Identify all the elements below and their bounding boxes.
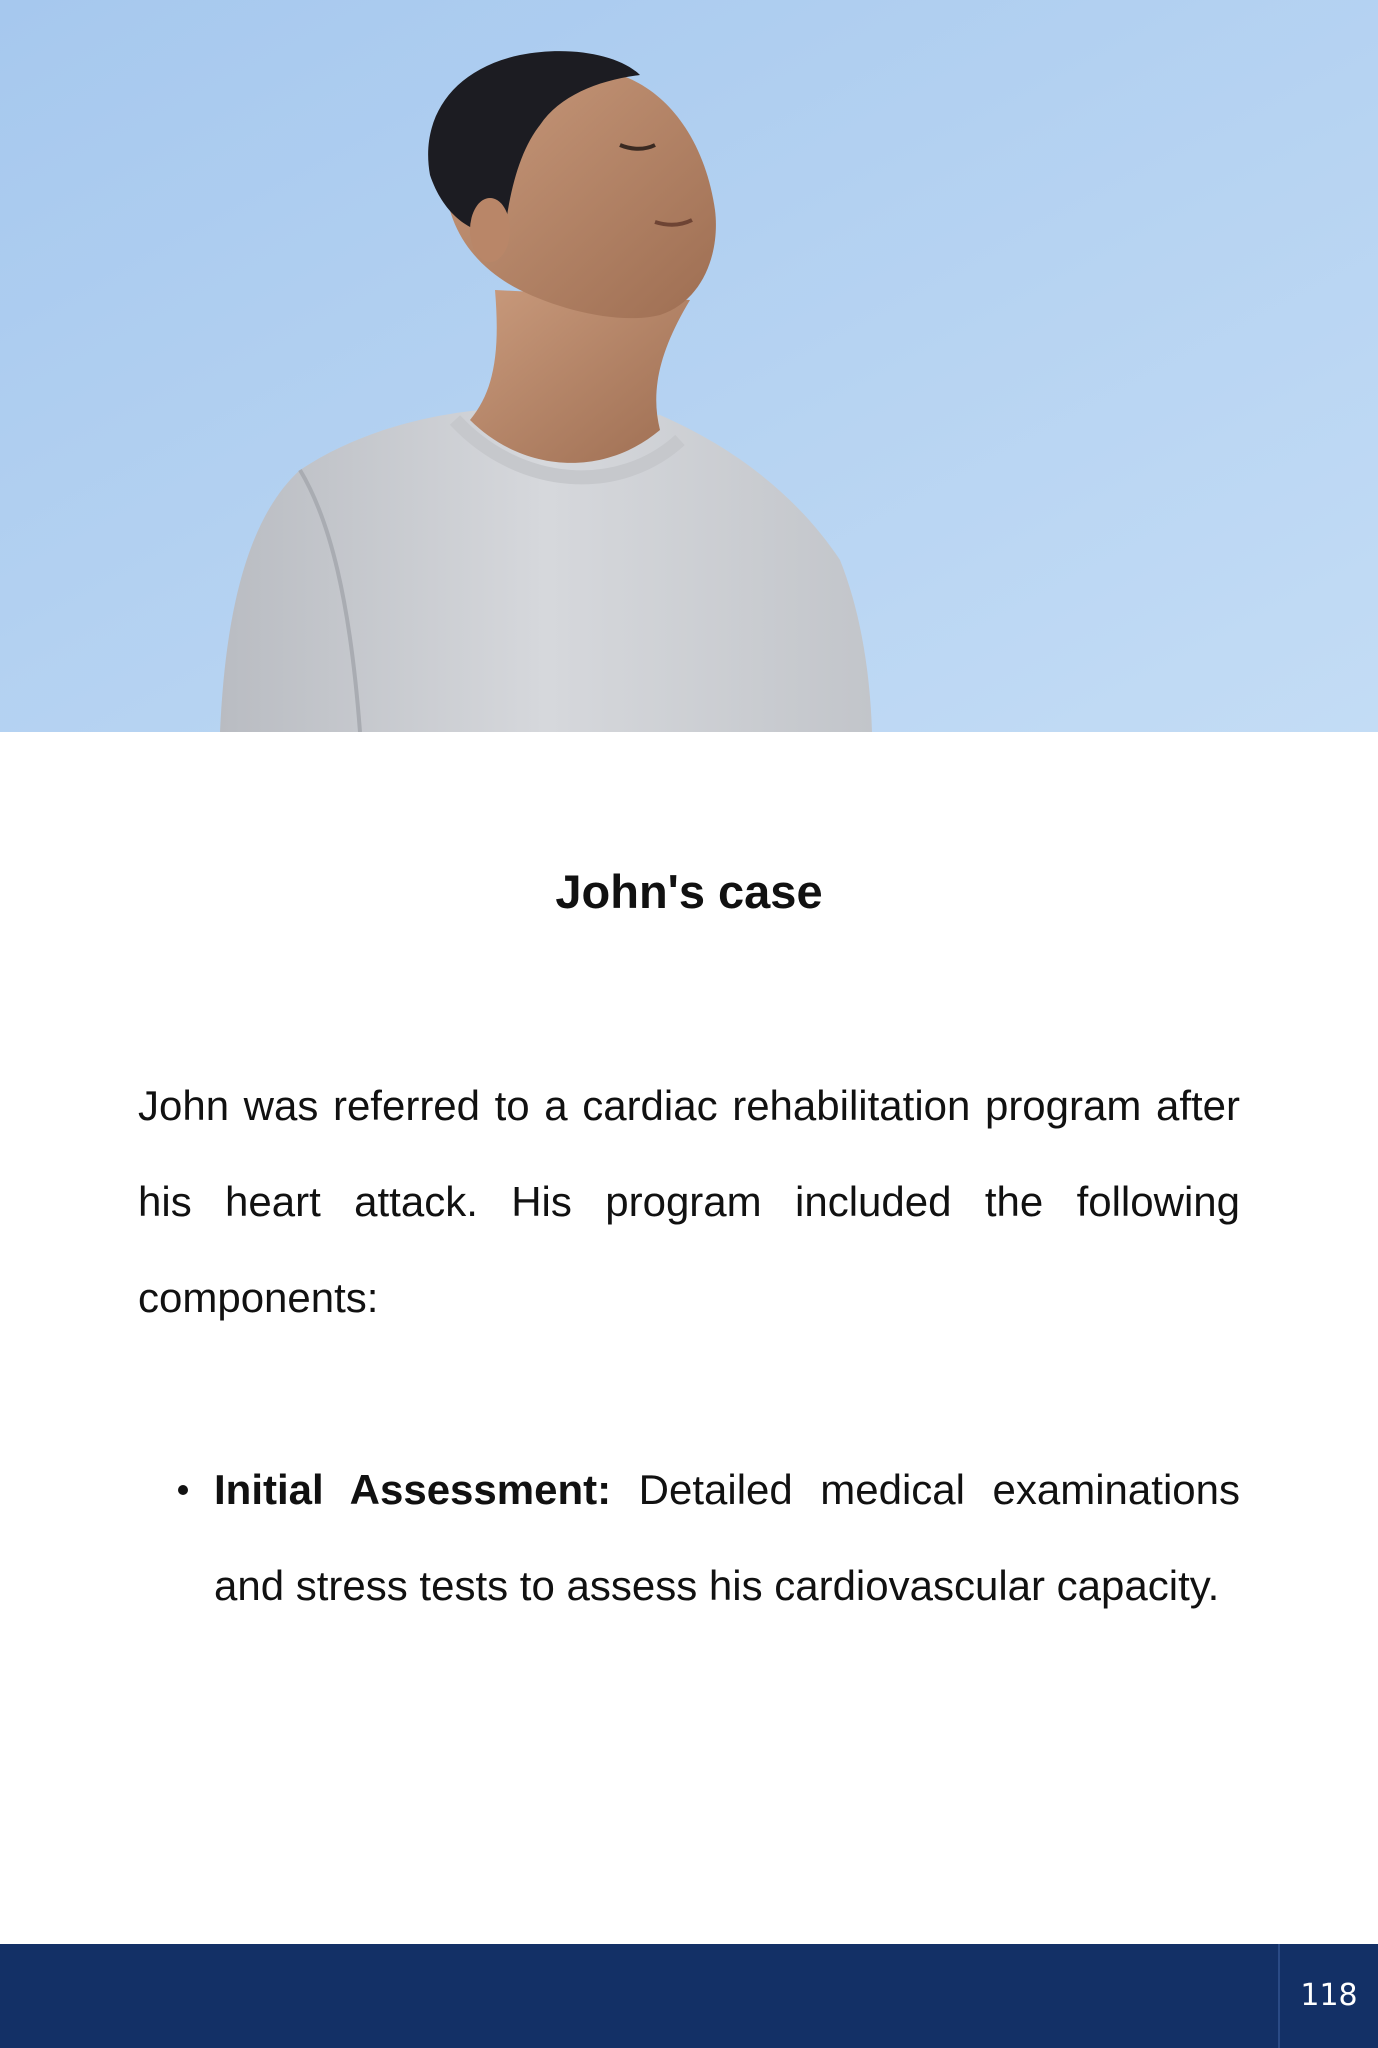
list-item	[214, 1442, 1240, 1634]
list-item-label: Initial Assessment:	[214, 1466, 612, 1513]
components-list	[214, 1442, 1240, 1634]
list-item-text: Detailed medical examinations and stress tests to assess his cardiovascular capacity.	[214, 1466, 1240, 1609]
page-number: 118	[1300, 1978, 1358, 2013]
page-title: John's case	[555, 865, 823, 918]
hero-photo	[0, 0, 1378, 732]
intro-paragraph: John was referred to a cardiac rehabilitation program after his heart attack. His program included the following components:	[138, 1082, 1240, 1321]
man-breathing-photo	[0, 0, 1378, 732]
footer-bar	[0, 1944, 1378, 2048]
bullet-icon	[178, 1485, 188, 1495]
